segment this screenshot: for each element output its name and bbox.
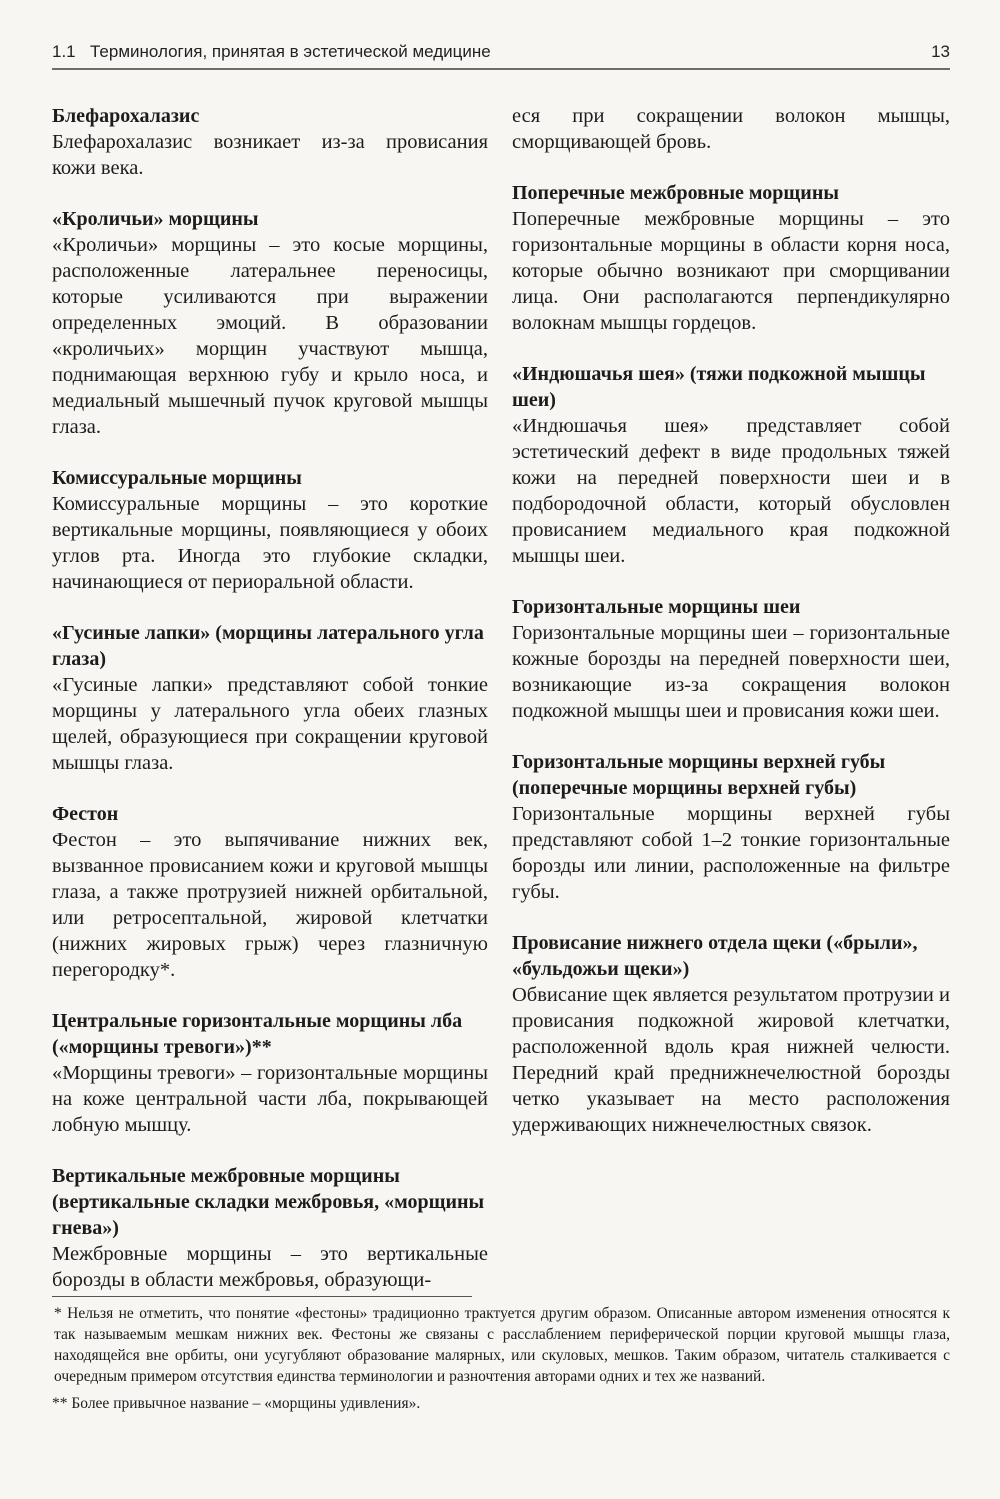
term-text: Обвисание щек является результатом протрузии и провисания подкожной жировой клетчатки, расположенной вдоль края нижней челюсти. Передний край преднижнечелюстной борозды четко указывает на место расположения удерживающих нижнечелюстных связок. [512,984,950,1136]
section-number: 1.1 [52,42,76,61]
term-heading: «Гусиные лапки» (морщины латерального угла глаза) [52,622,484,670]
term-heading: Провисание нижнего отдела щеки («брыли», «бульдожьи щеки») [512,932,918,980]
term-entry-continued [512,103,950,155]
term-entry [512,749,950,905]
term-entry [52,206,488,440]
term-entry [52,1008,488,1138]
term-entry [512,930,950,1138]
term-entry [52,1163,488,1293]
term-entry [512,594,950,724]
left-column [52,103,488,1318]
term-entry [52,465,488,595]
term-text: «Гусиные лапки» представляют собой тонкие морщины у латерального угла обеих глазных щелей, образующиеся при сокращении круговой мышцы глаза. [52,674,488,774]
term-text: Межбровные морщины – это вертикальные борозды в области межбровья, образующи- [52,1243,488,1291]
page-number: 13 [931,42,950,61]
footnote-2: ** Более привычное название – «морщины удивления». [52,1395,421,1412]
footnote-1: * Нельзя не отметить, что понятие «фестоны» традиционно трактуется другим образом. Описанные автором изменения относятся к так называемым мешкам нижних век. Фестоны же связаны с расслаблением периферической порции круговой мышцы глаза, находящейся вне орбиты, они усугубляют образование малярных, или скуловых, мешков. Таким образом, читатель сталкивается с очередным примером отсутствия единства терминологии и разночтения авторами одних и тех же названий. [54,1305,950,1385]
term-text: «Морщины тревоги» – горизонтальные морщины на коже центральной части лба, покрывающей лобную мышцу. [52,1062,488,1136]
term-heading: Центральные горизонтальные морщины лба («морщины тревоги»)** [52,1010,463,1058]
running-header [52,40,950,70]
term-text: «Индюшачья шея» представляет собой эстетический дефект в виде продольных тяжей кожи на передней поверхности шеи и в подбородочной области, который обусловлен провисанием медиального края подкожной мышцы шеи. [512,415,950,567]
term-entry [52,620,488,776]
term-entry [512,180,950,336]
term-text: Горизонтальные морщины верхней губы представляют собой 1–2 тонкие горизонтальные борозды или линии, расположенные на фильтре губы. [512,803,950,903]
term-heading: Горизонтальные морщины верхней губы (поперечные морщины верхней губы) [512,751,886,799]
footnote-rule [52,1296,472,1297]
term-entry [52,103,488,181]
term-entry [512,361,950,569]
term-text: Горизонтальные морщины шеи – горизонтальные кожные борозды на передней поверхности шеи, возникающие из-за сокращения волокон подкожной мышцы шеи и провисания кожи шеи. [512,622,950,722]
term-text: «Кроличьи» морщины – это косые морщины, расположенные латеральнее переносицы, которые усиливаются при выражении определенных эмоций. В образовании «кроличьих» морщин участвуют мышца, поднимающая верхнюю губу и крыло носа, и медиальный мышечный пучок круговой мышцы глаза. [52,234,488,438]
term-text: Комиссуральные морщины – это короткие вертикальные морщины, появляющиеся у обоих углов рта. Иногда это глубокие складки, начинающиеся от периоральной области. [52,493,488,593]
term-heading: Вертикальные межбровные морщины (вертикальные складки межбровья, «морщины гнева») [52,1165,485,1239]
term-heading: Фестон [52,803,119,825]
term-heading: Блефарохалазис [52,105,200,127]
term-heading: Горизонтальные морщины шеи [512,596,801,618]
term-text: Блефарохалазис возникает из-за провисания кожи века. [52,131,488,179]
term-text: еся при сокращении волокон мышцы, сморщивающей бровь. [512,105,950,153]
term-heading: Комиссуральные морщины [52,467,302,489]
term-text: Фестон – это выпячивание нижних век, вызванное провисанием кожи и круговой мышцы глаза, а также протрузией нижней орбитальной, или ретросептальной, жировой клетчатки (нижних жировых грыж) через глазничную перегородку*. [52,829,488,981]
term-heading: Поперечные межбровные морщины [512,182,839,204]
footnotes [52,1296,950,1414]
term-entry [52,801,488,983]
term-text: Поперечные межбровные морщины – это горизонтальные морщины в области корня носа, которые обычно возникают при сморщивании лица. Они располагаются перпендикулярно волокнам мышцы гордецов. [512,208,950,334]
term-heading: «Кроличьи» морщины [52,208,259,230]
right-column [512,103,950,1163]
term-heading: «Индюшачья шея» (тяжи подкожной мышцы шеи) [512,363,926,411]
section-title: Терминология, принятая в эстетической медицине [90,42,491,61]
